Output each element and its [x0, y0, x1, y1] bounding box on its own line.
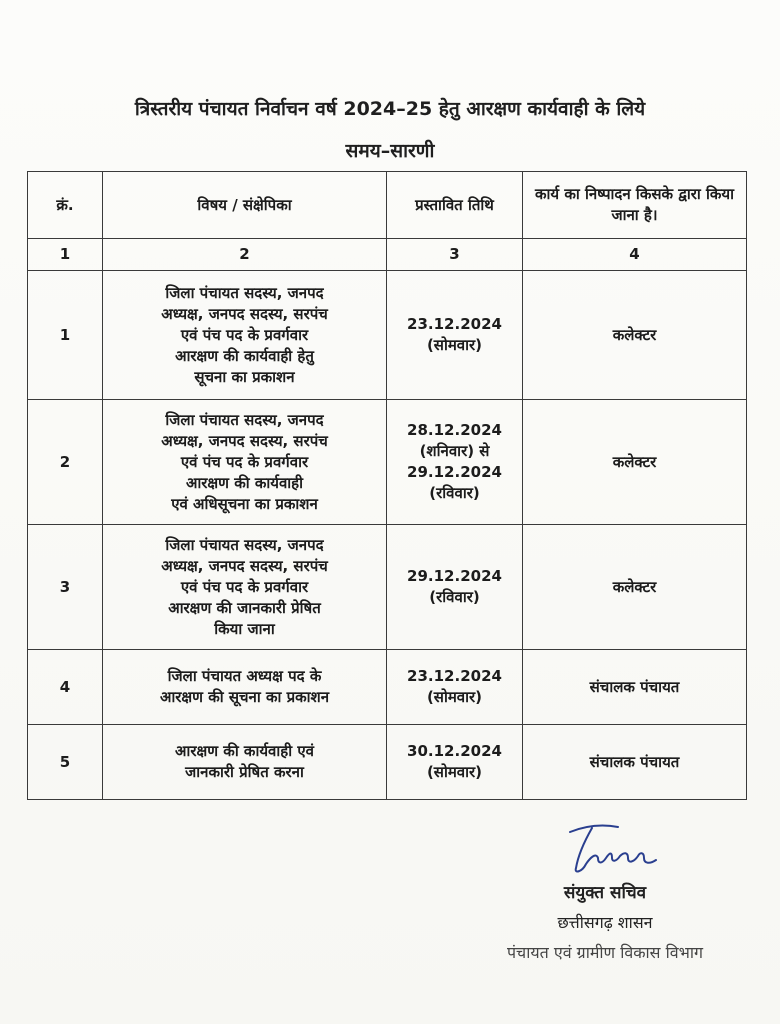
row-date: 29.12.2024 (रविवार) — [387, 525, 523, 650]
row-serial: 5 — [28, 725, 103, 800]
column-number: 3 — [387, 239, 523, 271]
column-number: 2 — [103, 239, 387, 271]
row-authority: कलेक्टर — [523, 400, 747, 525]
title-line-2: समय–सारणी — [345, 140, 435, 162]
row-subject: जिला पंचायत सदस्य, जनपद अध्यक्ष, जनपद सदस्य, सरपंच एवं पंच पद के प्रवर्गवार आरक्षण की कार्यवाही एवं अधिसूचना का प्रकाशन — [103, 400, 387, 525]
row-authority: संचालक पंचायत — [523, 725, 747, 800]
signatory-government: छत्तीसगढ़ शासन — [557, 913, 653, 932]
title-line-1: त्रिस्तरीय पंचायत निर्वाचन वर्ष 2024–25 हेतु आरक्षण कार्यवाही के लिये — [134, 98, 646, 120]
row-subject: जिला पंचायत सदस्य, जनपद अध्यक्ष, जनपद सदस्य, सरपंच एवं पंच पद के प्रवर्गवार आरक्षण की कार्यवाही हेतु सूचना का प्रकाशन — [103, 271, 387, 400]
row-date: 30.12.2024 (सोमवार) — [387, 725, 523, 800]
header-subject: विषय / संक्षेपिका — [103, 172, 387, 239]
table-header-row — [28, 172, 747, 239]
schedule-table — [27, 171, 747, 800]
row-authority: संचालक पंचायत — [523, 650, 747, 725]
row-date: 28.12.2024 (शनिवार) से 29.12.2024 (रविवार) — [387, 400, 523, 525]
row-authority: कलेक्टर — [523, 525, 747, 650]
row-subject: जिला पंचायत सदस्य, जनपद अध्यक्ष, जनपद सदस्य, सरपंच एवं पंच पद के प्रवर्गवार आरक्षण की जानकारी प्रेषित किया जाना — [103, 525, 387, 650]
row-subject: जिला पंचायत अध्यक्ष पद के आरक्षण की सूचना का प्रकाशन — [103, 650, 387, 725]
column-number: 1 — [28, 239, 103, 271]
row-date: 23.12.2024 (सोमवार) — [387, 650, 523, 725]
table-row — [28, 650, 747, 725]
row-serial: 4 — [28, 650, 103, 725]
table-row — [28, 400, 747, 525]
handwritten-signature — [540, 818, 700, 878]
row-serial: 1 — [28, 271, 103, 400]
row-subject: आरक्षण की कार्यवाही एवं जानकारी प्रेषित करना — [103, 725, 387, 800]
signatory-block — [440, 878, 770, 968]
row-authority: कलेक्टर — [523, 271, 747, 400]
row-date: 23.12.2024 (सोमवार) — [387, 271, 523, 400]
signature-stroke — [570, 826, 656, 872]
row-serial: 2 — [28, 400, 103, 525]
signatory-designation: संयुक्त सचिव — [563, 883, 647, 903]
column-number: 4 — [523, 239, 747, 271]
table-row — [28, 725, 747, 800]
header-date: प्रस्तावित तिथि — [387, 172, 523, 239]
signatory-department: पंचायत एवं ग्रामीण विकास विभाग — [506, 943, 704, 962]
row-serial: 3 — [28, 525, 103, 650]
column-number-row — [28, 239, 747, 271]
table-row — [28, 271, 747, 400]
header-authority: कार्य का निष्पादन किसके द्वारा किया जाना है। — [523, 172, 747, 239]
header-serial: क्रं. — [28, 172, 103, 239]
document-title — [40, 88, 740, 172]
table-row — [28, 525, 747, 650]
